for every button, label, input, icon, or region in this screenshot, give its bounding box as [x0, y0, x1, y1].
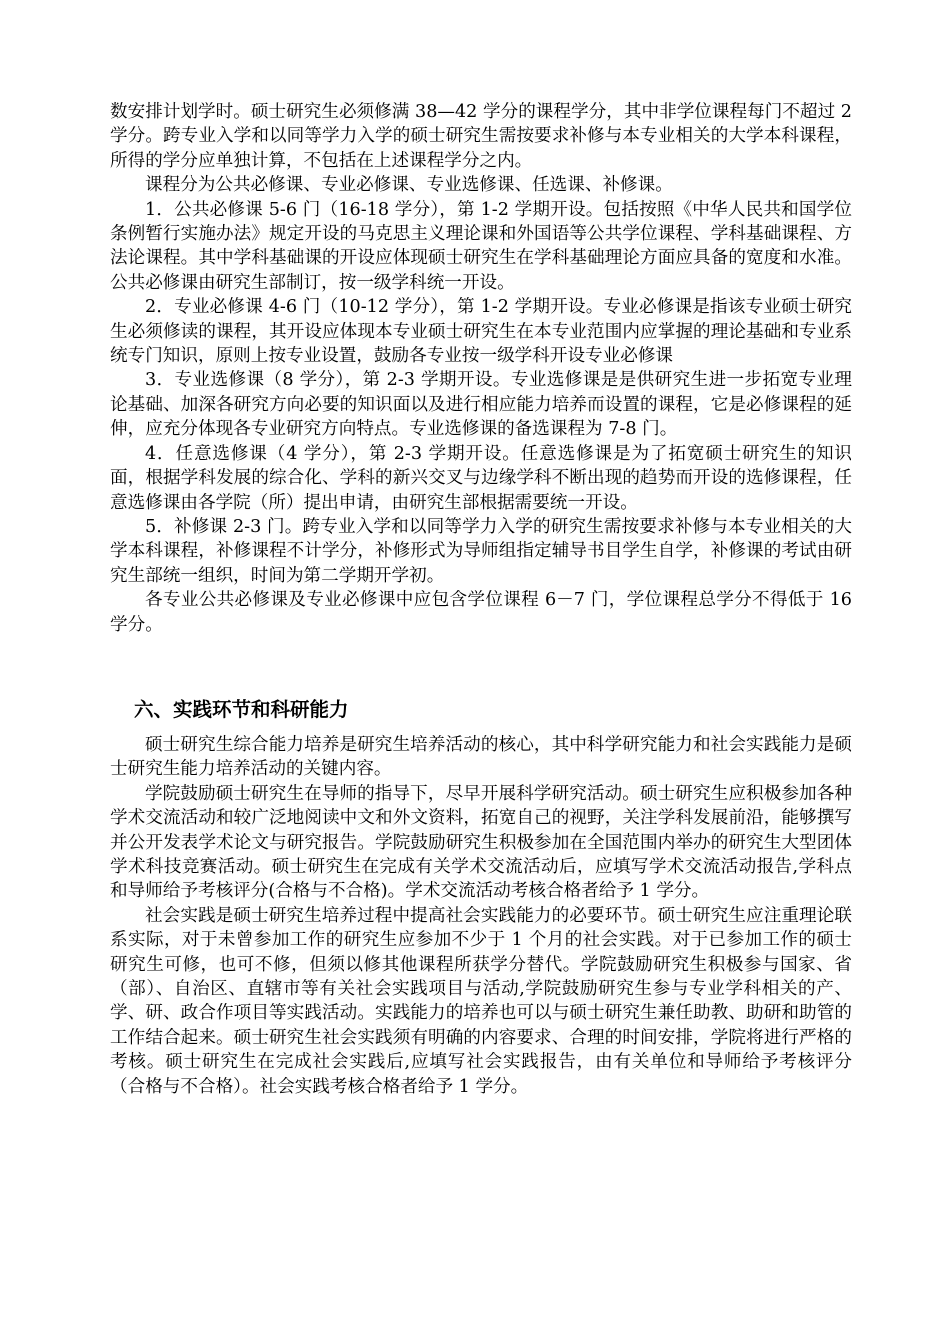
paragraph-free-elective: 4．任意选修课（4 学分），第 2-3 学期开设。任意选修课是为了拓宽硕士研究生的知识面，根据学科发展的综合化、学科的新兴交叉与边缘学科不断出现的趋势而开设的选修课程，任意选修课由各学院（所）提出申请，由研究生部根据需要统一开设。 [110, 443, 852, 513]
paragraph-supplementary: 5．补修课 2-3 门。跨专业入学和以同等学力入学的研究生需按要求补修与本专业相关的大学本科课程，补修课程不计学分，补修形式为导师组指定辅导书目学生自学，补修课的考试由研究生部统一组织，时间为第二学期开学初。 [110, 516, 852, 586]
paragraph-major-required: 2．专业必修课 4-6 门（10-12 学分），第 1-2 学期开设。专业必修课是指该专业硕士研究生必须修读的课程，其开设应体现本专业硕士研究生在本专业范围内应掌握的理论基础和专业系统专门知识，原则上按专业设置，鼓励各专业按一级学科开设专业必修课 [110, 297, 852, 367]
paragraph-course-categories: 课程分为公共必修课、专业必修课、专业选修课、任选课、补修课。 [145, 175, 673, 196]
paragraph-social-practice: 社会实践是硕士研究生培养过程中提高社会实践能力的必要环节。硕士研究生应注重理论联系实际，对于未曾参加工作的研究生应参加不少于 1 个月的社会实践。对于已参加工作的硕士研究生可修，也可不修，但须以修其他课程所获学分替代。学院鼓励研究生积极参与国家、省（部）、自治区、直辖市等有关社会实践项目与活动,学院鼓励研究生参与专业学科相关的产、学、研、政合作项目等实践活动。实践能力的培养也可以与硕士研究生兼任助教、助研和助管的工作结合起来。硕士研究生社会实践须有明确的内容要求、合理的时间安排，学院将进行严格的考核。硕士研究生在完成社会实践后,应填写社会实践报告，由有关单位和导师给予考核评分（合格与不合格）。社会实践考核合格者给予 1 学分。 [110, 905, 853, 1097]
document-page [110, 100, 852, 1099]
section-course-structure [110, 100, 852, 637]
paragraph-public-required: 1．公共必修课 5-6 门（16-18 学分），第 1-2 学期开设。包括按照《中华人民共和国学位条例暂行实施办法》规定开设的马克思主义理论课和外国语等公共学位课程、学科基础课程、方法论课程。其中学科基础课的开设应体现硕士研究生在学科基础理论方面应具备的宽度和水准。公共必修课由研究生部制订，按一级学科统一开设。 [110, 199, 852, 293]
paragraph-research-activities: 学院鼓励硕士研究生在导师的指导下，尽早开展科学研究活动。硕士研究生应积极参加各种学术交流活动和较广泛地阅读中文和外文资料，拓宽自己的视野，关注学科发展前沿，能够撰写并公开发表学术论文与研究报告。学院鼓励研究生积极参加在全国范围内举办的研究生大型团体学术科技竞赛活动。硕士研究生在完成有关学术交流活动后，应填写学术交流活动报告,学科点和导师给予考核评分(合格与不合格)。学术交流活动考核合格者给予 1 学分。 [110, 783, 852, 902]
section-practice-research [110, 733, 852, 1099]
paragraph-major-elective: 3．专业选修课（8 学分），第 2-3 学期开设。专业选修课是是供研究生进一步拓宽专业理论基础、加深各研究方向必要的知识面以及进行相应能力培养而设置的课程，它是必修课程的延伸，应充分体现各专业研究方向特点。专业选修课的备选课程为 7-8 门。 [110, 370, 852, 440]
paragraph-degree-courses: 各专业公共必修课及专业必修课中应包含学位课程 6－7 门，学位课程总学分不得低于 16 学分。 [110, 590, 852, 635]
paragraph-ability-core: 硕士研究生综合能力培养是研究生培养活动的核心，其中科学研究能力和社会实践能力是硕士研究生能力培养活动的关键内容。 [110, 734, 852, 780]
section-heading-practice: 六、实践环节和科研能力 [134, 697, 349, 721]
paragraph-credit-requirements: 数安排计划学时。硕士研究生必须修满 38—42 学分的课程学分，其中非学位课程每门不超过 2 学分。跨专业入学和以同等学力入学的硕士研究生需按要求补修与本专业相关的大学本科课程，所得的学分应单独计算，不包括在上述课程学分之内。 [110, 102, 852, 171]
